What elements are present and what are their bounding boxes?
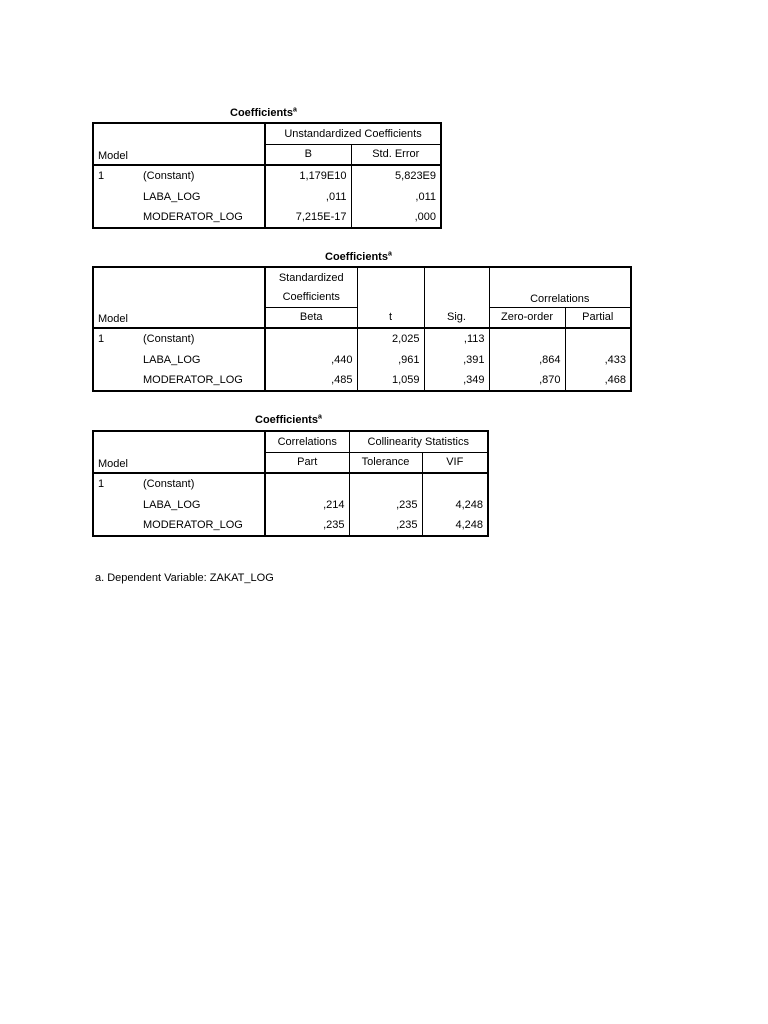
cell-vif: 4,248 bbox=[422, 515, 488, 536]
coefficients-table-1 bbox=[92, 122, 442, 229]
row-label: (Constant) bbox=[143, 170, 195, 182]
cell-zero-order: ,870 bbox=[489, 370, 565, 391]
correlations-header: Correlations bbox=[265, 431, 349, 452]
cell-zero-order bbox=[489, 328, 565, 349]
row-label: MODERATOR_LOG bbox=[143, 211, 243, 223]
cell-beta bbox=[265, 328, 357, 349]
table-row bbox=[93, 473, 488, 494]
cell-partial: ,433 bbox=[565, 349, 631, 370]
row-label: LABA_LOG bbox=[143, 190, 201, 203]
table3-title: Coefficients$^a$ bbox=[255, 413, 322, 426]
cell-part: ,214 bbox=[265, 494, 349, 515]
table1-title: Coefficients$^a$ bbox=[230, 106, 297, 119]
col-b-header: B bbox=[265, 144, 351, 165]
model-header: Model bbox=[93, 267, 265, 328]
cell-b: 7,215E-17 bbox=[265, 207, 351, 228]
cell-se: ,011 bbox=[351, 186, 441, 207]
col-partial-header: Partial bbox=[565, 307, 631, 328]
cell-beta: ,440 bbox=[265, 349, 357, 370]
row-label: (Constant) bbox=[143, 478, 195, 490]
table-row bbox=[93, 370, 631, 391]
cell-t: 1,059 bbox=[357, 370, 424, 391]
cell-b: ,011 bbox=[265, 186, 351, 207]
collinearity-statistics-header: Collinearity Statistics bbox=[349, 431, 488, 452]
cell-part: ,235 bbox=[265, 515, 349, 536]
cell-sig: ,349 bbox=[424, 370, 489, 391]
standardized-header-line1: Standardized bbox=[265, 267, 357, 287]
cell-sig: ,113 bbox=[424, 328, 489, 349]
table-row bbox=[93, 165, 441, 186]
col-zero-order-header: Zero-order bbox=[489, 307, 565, 328]
cell-zero-order: ,864 bbox=[489, 349, 565, 370]
cell-partial: ,468 bbox=[565, 370, 631, 391]
cell-tolerance: ,235 bbox=[349, 515, 422, 536]
model-number: 1 bbox=[98, 170, 105, 182]
col-tolerance-header: Tolerance bbox=[349, 452, 422, 473]
table-row bbox=[93, 515, 488, 536]
correlations-header: Correlations bbox=[489, 267, 631, 307]
cell-tolerance bbox=[349, 473, 422, 494]
footnote-dependent-variable: a. Dependent Variable: ZAKAT_LOG bbox=[95, 572, 274, 584]
standardized-header-line2: Coefficients bbox=[265, 287, 357, 307]
col-vif-header: VIF bbox=[422, 452, 488, 473]
cell-partial bbox=[565, 328, 631, 349]
table2-title: Coefficients$^a$ bbox=[325, 250, 392, 263]
cell-beta: ,485 bbox=[265, 370, 357, 391]
row-label: LABA_LOG bbox=[143, 498, 201, 511]
table-row bbox=[93, 328, 631, 349]
cell-sig: ,391 bbox=[424, 349, 489, 370]
cell-t: ,961 bbox=[357, 349, 424, 370]
cell-t: 2,025 bbox=[357, 328, 424, 349]
cell-part bbox=[265, 473, 349, 494]
row-label: (Constant) bbox=[143, 333, 195, 345]
model-number: 1 bbox=[98, 333, 105, 345]
row-label: LABA_LOG bbox=[143, 353, 201, 366]
col-part-header: Part bbox=[265, 452, 349, 473]
table-row bbox=[93, 349, 631, 370]
model-header: Model bbox=[93, 123, 265, 165]
cell-vif: 4,248 bbox=[422, 494, 488, 515]
model-number: 1 bbox=[98, 478, 105, 490]
cell-b: 1,179E10 bbox=[265, 165, 351, 186]
unstandardized-coefficients-header: Unstandardized Coefficients bbox=[265, 123, 441, 144]
row-label: MODERATOR_LOG bbox=[143, 519, 243, 531]
col-t-header: t bbox=[357, 307, 424, 328]
col-beta-header: Beta bbox=[265, 307, 357, 328]
cell-vif bbox=[422, 473, 488, 494]
col-std-error-header: Std. Error bbox=[351, 144, 441, 165]
col-sig-header: Sig. bbox=[424, 307, 489, 328]
table-row bbox=[93, 207, 441, 228]
cell-se: ,000 bbox=[351, 207, 441, 228]
coefficients-table-2 bbox=[92, 266, 632, 392]
cell-tolerance: ,235 bbox=[349, 494, 422, 515]
table-row bbox=[93, 494, 488, 515]
cell-se: 5,823E9 bbox=[351, 165, 441, 186]
table-row bbox=[93, 186, 441, 207]
row-label: MODERATOR_LOG bbox=[143, 374, 243, 386]
coefficients-table-3 bbox=[92, 430, 489, 537]
model-header: Model bbox=[93, 431, 265, 473]
